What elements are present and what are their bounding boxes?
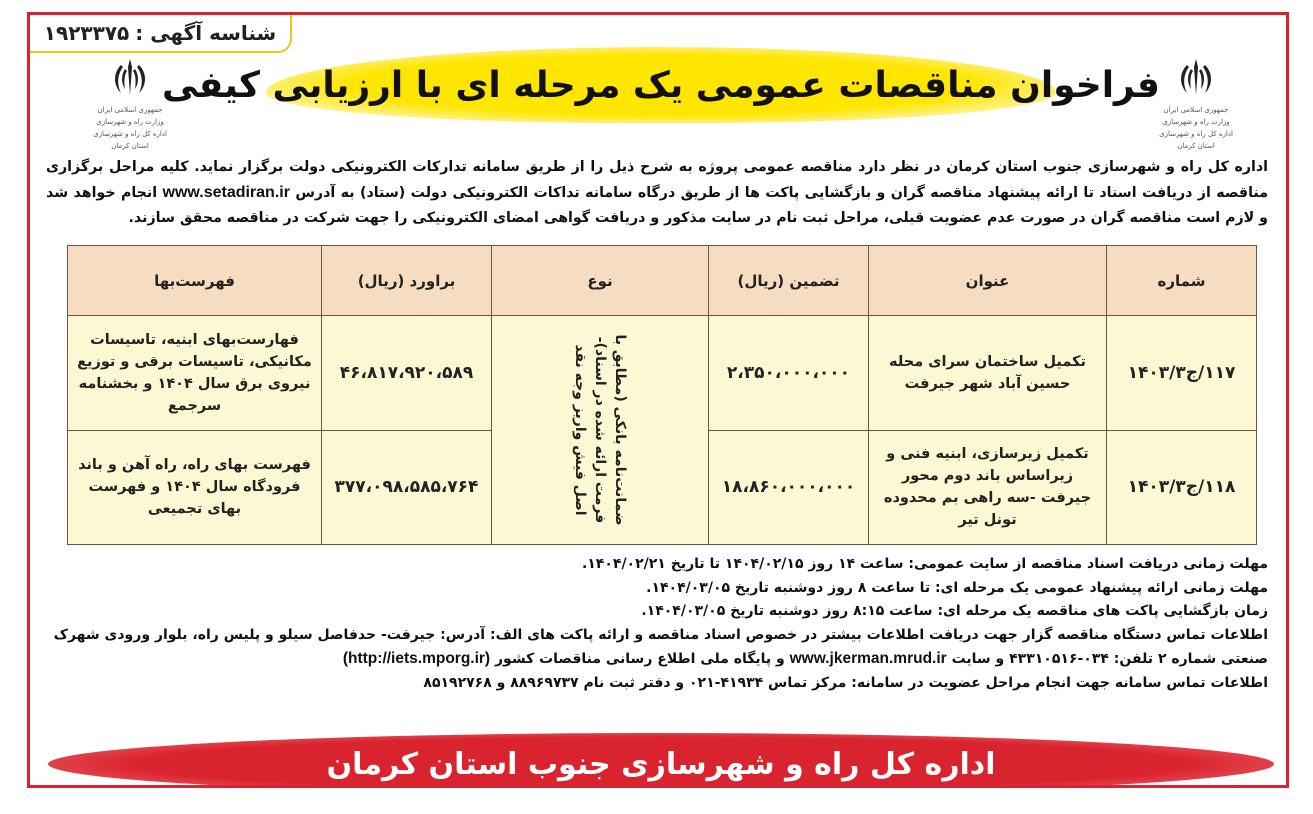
row-number: ۱۱۷/ج۱۴۰۳/۳	[1107, 316, 1257, 431]
iran-emblem-icon	[105, 53, 155, 103]
type-text	[570, 330, 630, 530]
emblem-caption-4: استان کرمان	[1177, 142, 1215, 150]
type-text-line-3: اصل فیش واریز وجه نقد	[572, 343, 588, 516]
row-guarantee: ۱۸،۸۶۰،۰۰۰،۰۰۰	[709, 430, 869, 545]
row-type	[492, 316, 709, 545]
intro-paragraph	[46, 155, 1268, 231]
row-title: تکمیل زیرسازی، ابنیه فنی و زیراساس باند دوم محور جیرفت -سه راهی بم محدوده تونل تیر	[869, 430, 1107, 545]
iets-website-link[interactable]: (http://iets.mporg.ir)	[342, 650, 491, 667]
ad-id-label: شناسه آگهی :	[135, 21, 277, 45]
emblem-caption-1: جمهوری اسلامی ایران	[97, 106, 163, 114]
emblem-caption-3: اداره کل راه و شهرسازی	[93, 130, 167, 138]
tenders-table	[67, 245, 1257, 545]
header-type: نوع	[492, 246, 709, 316]
emblem-caption-2: وزارت راه و شهرسازی	[96, 118, 164, 126]
row-estimate: ۴۶،۸۱۷،۹۲۰،۵۸۹	[322, 316, 492, 431]
page-title: فراخوان مناقصات عمومی یک مرحله ای با ارزیابی کیفی	[161, 64, 1161, 106]
note-opening-time: زمان بازگشایی پاکت های مناقصه یک مرحله ای: ساعت ۸:۱۵ روز دوشنبه تاریخ ۱۴۰۴/۰۳/۰۵.	[641, 603, 1268, 619]
emblem-caption-3: اداره کل راه و شهرسازی	[1159, 130, 1233, 138]
row-estimate: ۳۷۷،۰۹۸،۵۸۵،۷۶۴	[322, 430, 492, 545]
note-contact-end: و پایگاه ملی اطلاع رسانی مناقصات کشور	[494, 651, 785, 667]
note-system-contact: اطلاعات تماس سامانه جهت انجام مراحل عضویت در سامانه: مرکز تماس ۴۱۹۳۴-۰۲۱ و دفتر ثبت نام ۸۸۹۶۹۷۳۷ و ۸۵۱۹۲۷۶۸	[423, 674, 1268, 691]
ad-id-number: ۱۹۲۳۳۷۵	[43, 21, 130, 45]
header-guarantee: تضمین (ریال)	[709, 246, 869, 316]
emblem-caption-4: استان کرمان	[111, 142, 149, 150]
type-text-line-1: ضمانت‌نامه بانکی (مطابق با	[612, 334, 628, 525]
header-pricelist: فهرست‌بها	[68, 246, 322, 316]
notes-section	[46, 553, 1268, 695]
ad-id-box	[30, 15, 292, 53]
row-guarantee: ۲،۳۵۰،۰۰۰،۰۰۰	[709, 316, 869, 431]
footer-organization-name: اداره کل راه و شهرسازی جنوب استان کرمان	[326, 746, 996, 782]
title-banner	[161, 47, 1161, 123]
table-header-row	[68, 246, 1257, 316]
row-number: ۱۱۸/ج۱۴۰۳/۳	[1107, 430, 1257, 545]
row-pricelist: فهرست بهای راه، راه آهن و باند فرودگاه سال ۱۴۰۴ و فهرست بهای تجمیعی	[68, 430, 322, 545]
note-document-deadline: مهلت زمانی دریافت اسناد مناقصه از سایت عمومی: ساعت ۱۴ روز ۱۴۰۴/۰۲/۱۵ تا تاریخ ۱۴۰۴/۰۲/۲۱.	[581, 556, 1268, 572]
jkerman-website-link[interactable]: www.jkerman.mrud.ir	[789, 650, 947, 667]
note-contact-text: اطلاعات تماس دستگاه مناقصه گزار جهت دریافت اطلاعات بیشتر در خصوص اسناد مناقصه و ارائه پاکت های الف: آدرس: جیرفت- حدفاصل سیلو و پلیس راه، بلوار ورودی شهرک صنعتی شماره ۲ تلفن: ۰۳۴-۴۳۳۱۰۵۱۶ و سایت	[53, 626, 1268, 667]
intro-part1: اداره کل راه و شهرسازی جنوب استان کرمان در نظر دارد مناقصه عمومی پروژه به شرح ذیل را از طریق سامانه تداركات الكترونيكی دولت برگزار نماید. کلیه مراحل برگزاری مناقصه از دریافت اسناد تا ارائه پیشنهاد مناقصه گران و بازگشایی پاکت ها از طریق درگاه سامانه تداکات الکترونیکی دولت (ستاد) به آدرس	[46, 159, 1268, 201]
setad-website-link[interactable]: www.setadiran.ir	[162, 184, 290, 201]
intro-part2: انجام خواهد شد و لازم است مناقصه گران در صورت عدم عضویت قبلی، مراحل ثبت نام در سایت مذکور و دریافت گواهی امضای الکترونیکی را جهت شرکت در مناقصه محقق سازند.	[46, 185, 1268, 226]
header-number: شماره	[1107, 246, 1257, 316]
advertisement-frame	[27, 12, 1289, 788]
row-title: تکمیل ساختمان سرای محله حسین آباد شهر جیرفت	[869, 316, 1107, 431]
type-text-line-2: فرمت ارائه شده در اسناد)-	[592, 336, 608, 523]
emblem-caption-2: وزارت راه و شهرسازی	[1162, 118, 1230, 126]
iran-emblem-icon	[1171, 53, 1221, 103]
header-title: عنوان	[869, 246, 1107, 316]
table-row	[68, 316, 1257, 431]
emblem-caption-1: جمهوری اسلامی ایران	[1163, 106, 1229, 114]
footer-banner	[48, 733, 1274, 788]
note-submission-deadline: مهلت زمانی ارائه پیشنهاد عمومی یک مرحله ای: تا ساعت ۸ روز دوشنبه تاریخ ۱۴۰۴/۰۳/۰۵.	[646, 579, 1268, 596]
row-pricelist: فهارست‌بهای ابنیه، تاسیسات مکانیکی، تاسیسات برقی و توزیع نیروی برق سال ۱۴۰۴ و بخشنامه سرجمع	[68, 316, 322, 431]
note-contact-info	[46, 624, 1268, 672]
header-estimate: براورد (ریال)	[322, 246, 492, 316]
